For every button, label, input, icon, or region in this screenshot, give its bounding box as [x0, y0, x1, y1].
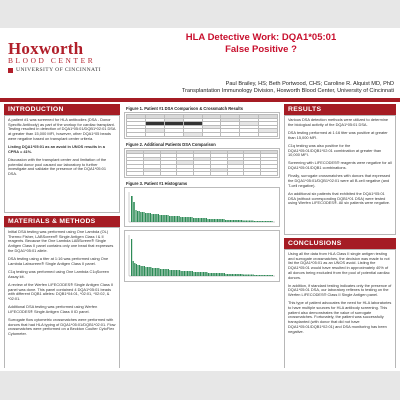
conclusions-box — [284, 249, 396, 368]
introduction-box — [4, 115, 120, 213]
authors: Paul Brailey, HS; Beth Portwood, CHS; Caroline R. Alquist MD, PhD — [225, 81, 394, 87]
figure1-title: Figure 1. Patient #1 DSA Comparison & Crossmatch Results — [126, 106, 244, 111]
materials-heading: MATERIALS & METHODS — [4, 216, 120, 227]
histogram-2-bars — [131, 239, 273, 276]
left-column — [4, 104, 120, 368]
introduction-heading: INTRODUCTION — [4, 104, 120, 115]
figure2-title: Figure 2. Additional Patients DSA Comparison — [126, 141, 216, 147]
poster-title-line2: False Positive ? — [225, 44, 297, 55]
materials-text-6: Surrogate flow cytometric crossmatches were performed with donors that had HLA typing of DQA1*05:01/DQB1*02:01. Flow crossmatches were performed on a Beckton Coulter CytoFlex Cytometer. — [8, 317, 116, 337]
materials-text-2: DSA testing using a titer at 1:16 was performed using One Lambda Labscreen® Single Antigen Class II panel. — [8, 256, 109, 266]
hoxworth-logo — [8, 40, 126, 73]
figure2-table — [124, 148, 280, 178]
poster-title-line1: HLA Detective Work: DQA1*05:01 — [185, 32, 337, 43]
materials-box — [4, 227, 120, 368]
results-text-2: DSA testing performed at 1:16 titer was positive at greater than 15,000 MFI. — [288, 129, 388, 140]
figure2-grid — [126, 150, 278, 176]
right-column — [284, 104, 396, 368]
introduction-text-3: Discussion with the transplant center and limitation of the potential donor pool caused our laboratory to further investigate and validate the presence of the DQA1*05:01 DSA. — [8, 156, 107, 177]
middle-column — [124, 104, 280, 368]
materials-text-3: C1q testing was performed using One Lambda C1qScreen Assay kit. — [8, 268, 109, 279]
results-box — [284, 115, 396, 235]
histogram-1 — [125, 188, 279, 226]
results-text-3: C1q testing was also positive for the DQA1*05:01/DQB1*02:01 combination at greater than 10,000 MFI. — [288, 142, 382, 158]
conclusions-text-1: Using all the data from HLA Class II single antigen testing and surrogate crossmatches, the decision was made to not list the DQA1*05:01 as an UNOS avoid. Listing the DQA1*05:01 would have resulted in approximately 40% of all donors being excluded from the pool of potential cardiac donors. — [288, 251, 390, 280]
affiliation: Transplantation Immunology Division, Hoxworth Blood Center, University of Cincinnati — [181, 88, 394, 94]
conclusions-text-2: In addition, if standard testing indicates only the presence of DQA1*05:01 DSA, our laboratory reflexes to testing on the Werfen LIFECODES® Class II Single Antigen panel. — [288, 282, 392, 298]
university-line — [8, 67, 126, 73]
conclusions-heading: CONCLUSIONS — [284, 238, 396, 249]
results-text-4: Screening with LIFECODES® reagents were negative for all DQA1*05:01/DQB1 combinations. — [288, 160, 392, 171]
introduction-text-1: A patient #1 was screened for HLA antibodies (DSA - Donor Specific Antibody) as part of the workup for cardiac transplant. Testing resulted in detection of DQA1*05:01/DQB1*02:01 DSA at greater than 15,000 MFI, however, other DQA1*05 beads were negative based on transplant center criteria. — [8, 117, 116, 141]
logo-name: Hoxworth — [8, 39, 84, 58]
results-text-5: Finally, surrogate crossmatches with donors that expressed the DQA1*05:01/DQB1*02:01 were all B-cell negative (and T-cell negative). — [288, 173, 391, 188]
histogram-1-bars — [135, 210, 272, 222]
figure1-table — [124, 112, 280, 139]
histogram-panel-1 — [124, 187, 280, 227]
materials-text-1: Initial DSA testing was performed using One Lambda (OL) Thermo Fisher, LABScreen® Single Antigen Class I & II reagents. Because the One Lambda LABScreen® Single Antigen Class II panel contains only one bead that expresses the DQA1*05:01 allele. — [8, 229, 114, 253]
header-divider — [0, 98, 400, 102]
results-text-1: Various DSA detection methods were utilized to determine the biological activity of the DQA1*05:01 DSA. — [288, 117, 389, 127]
introduction-text-2: Listing DQA1*05:01 as an avoid in UNOS results in a CPRA = 41%. — [8, 144, 105, 154]
results-heading: RESULTS — [284, 104, 396, 115]
conclusions-text-3: This type of patient advocates the need for HLA laboratories to have multiple sources for HLA antibody screening. This patient also demonstrates the value of surrogate crossmatches. Fortunately, the patient was successfully transplanted (with donor that did not have DQA1*05:01/DQB1*02:01) and DSA monitoring has been negative. — [288, 300, 392, 334]
materials-text-5: Additional DSA testing was performed using Werfen LIFECODES® Single Antigen Class II ID panel. — [8, 304, 98, 314]
histogram-2 — [125, 231, 279, 281]
figure3-title: Figure 3. Patient #1 Histograms — [126, 180, 188, 186]
figure1-grid — [126, 114, 278, 137]
results-text-6: An additional six patients that exhibited the DQA1*05:01 DSA (without corresponding DQB1*01 DSA) were tested using Werfen LIFECODES®. All six patients were negative. — [288, 190, 391, 206]
materials-text-4: A review of the Werfen LIFECODES® Single Antigen Class II panel was done. This panel contained 4 DQA1*05:01 beads with different DQB1 alleles: DQB1*04:01, *02:01, *02:02, & *02:01. — [8, 281, 114, 301]
histogram-panel-2 — [124, 230, 280, 282]
university-name: UNIVERSITY OF CINCINNATI — [16, 67, 101, 73]
poster — [0, 28, 400, 371]
university-mark-icon — [8, 68, 13, 73]
logo-subtitle: BLOOD CENTER — [8, 56, 96, 65]
